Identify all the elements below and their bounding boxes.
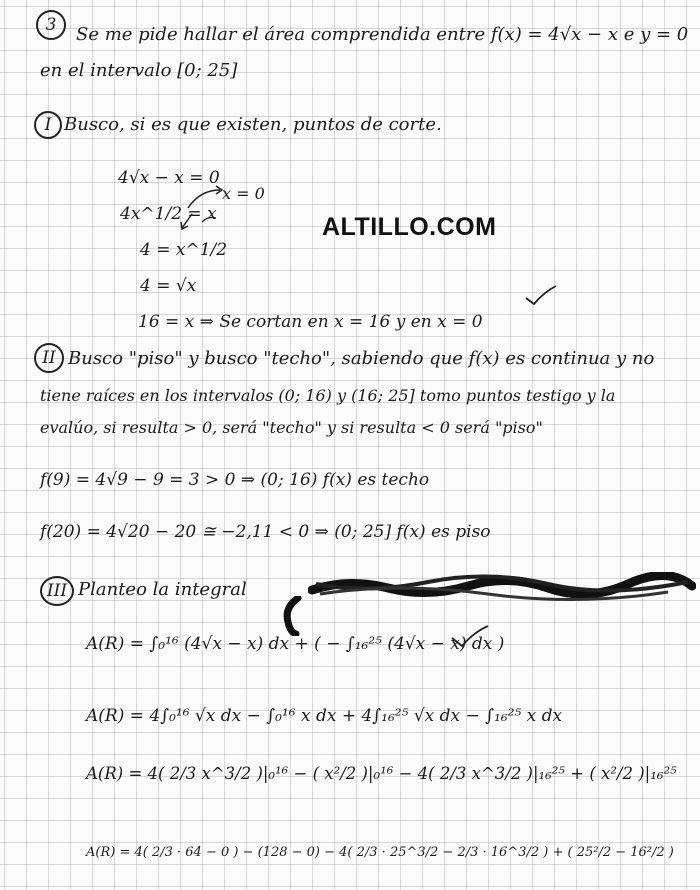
step-1-eq-2-note: x = 0 [222, 184, 265, 203]
statement-line-2: en el intervalo [0; 25] [40, 60, 238, 81]
step-1-numeral: I [44, 115, 52, 135]
step-1-eq-1: 4√x − x = 0 [118, 168, 220, 188]
step-1-arrows [178, 182, 228, 234]
step-2-numeral-badge [34, 343, 64, 373]
watermark: ALTILLO.COM [322, 213, 497, 241]
step-3-integral-2: A(R) = 4∫₀¹⁶ √x dx − ∫₀¹⁶ x dx + 4∫₁₆²⁵ √x dx − ∫₁₆²⁵ x dx [86, 706, 563, 726]
step-2-line-2: tiene raíces en los intervalos (0; 16) y (16; 25] tomo puntos testigo y la [40, 386, 616, 405]
step-1-title: Busco, si es que existen, puntos de corte. [64, 114, 442, 135]
problem-number: 3 [45, 15, 57, 35]
step-3-integral-1: A(R) = ∫₀¹⁶ (4√x − x) dx + ( − ∫₁₆²⁵ (4√x − x) dx ) [86, 634, 505, 654]
step-3-numeral-badge [40, 576, 74, 606]
step-2-eval-1: f(9) = 4√9 − 9 = 3 > 0 ⇒ (0; 16) f(x) es techo [40, 470, 430, 490]
check-mark-icon-2 [450, 624, 490, 650]
step-3-numeral: III [46, 581, 68, 601]
scribble-crossout [308, 572, 696, 602]
problem-number-badge [36, 10, 66, 40]
check-mark-icon [524, 284, 558, 308]
scribble-blot [280, 596, 306, 636]
statement-line-1: Se me pide hallar el área comprendida entre f(x) = 4√x − x e y = 0 [76, 24, 689, 45]
step-3-integral-4: A(R) = 4( 2/3 · 64 − 0 ) − (128 − 0) − 4( 2/3 · 25^3/2 − 2/3 · 16^3/2 ) + ( 25²/2 − 16²/2 ) [86, 845, 674, 860]
step-1-numeral-badge [34, 111, 62, 139]
step-1-eq-3: 4 = x^1/2 [140, 240, 228, 260]
step-2-line-1: Busco "piso" y busco "techo", sabiendo que f(x) es continua y no [68, 348, 655, 369]
step-2-line-3: evalúo, si resulta > 0, será "techo" y si resulta < 0 será "piso" [40, 418, 543, 437]
step-3-integral-3: A(R) = 4( 2/3 x^3/2 )|₀¹⁶ − ( x²/2 )|₀¹⁶ − 4( 2/3 x^3/2 )|₁₆²⁵ + ( x²/2 )|₁₆²⁵ [86, 764, 677, 783]
step-2-numeral: II [42, 348, 56, 368]
step-1-eq-2: 4x^1/2 = x [120, 204, 217, 224]
step-3-title: Planteo la integral [78, 579, 247, 600]
step-1-eq-5: 16 = x ⇒ Se cortan en x = 16 y en x = 0 [138, 312, 483, 332]
step-2-eval-2: f(20) = 4√20 − 20 ≅ −2,11 < 0 ⇒ (0; 25] f(x) es piso [40, 522, 491, 542]
step-1-eq-4: 4 = √x [140, 276, 197, 296]
